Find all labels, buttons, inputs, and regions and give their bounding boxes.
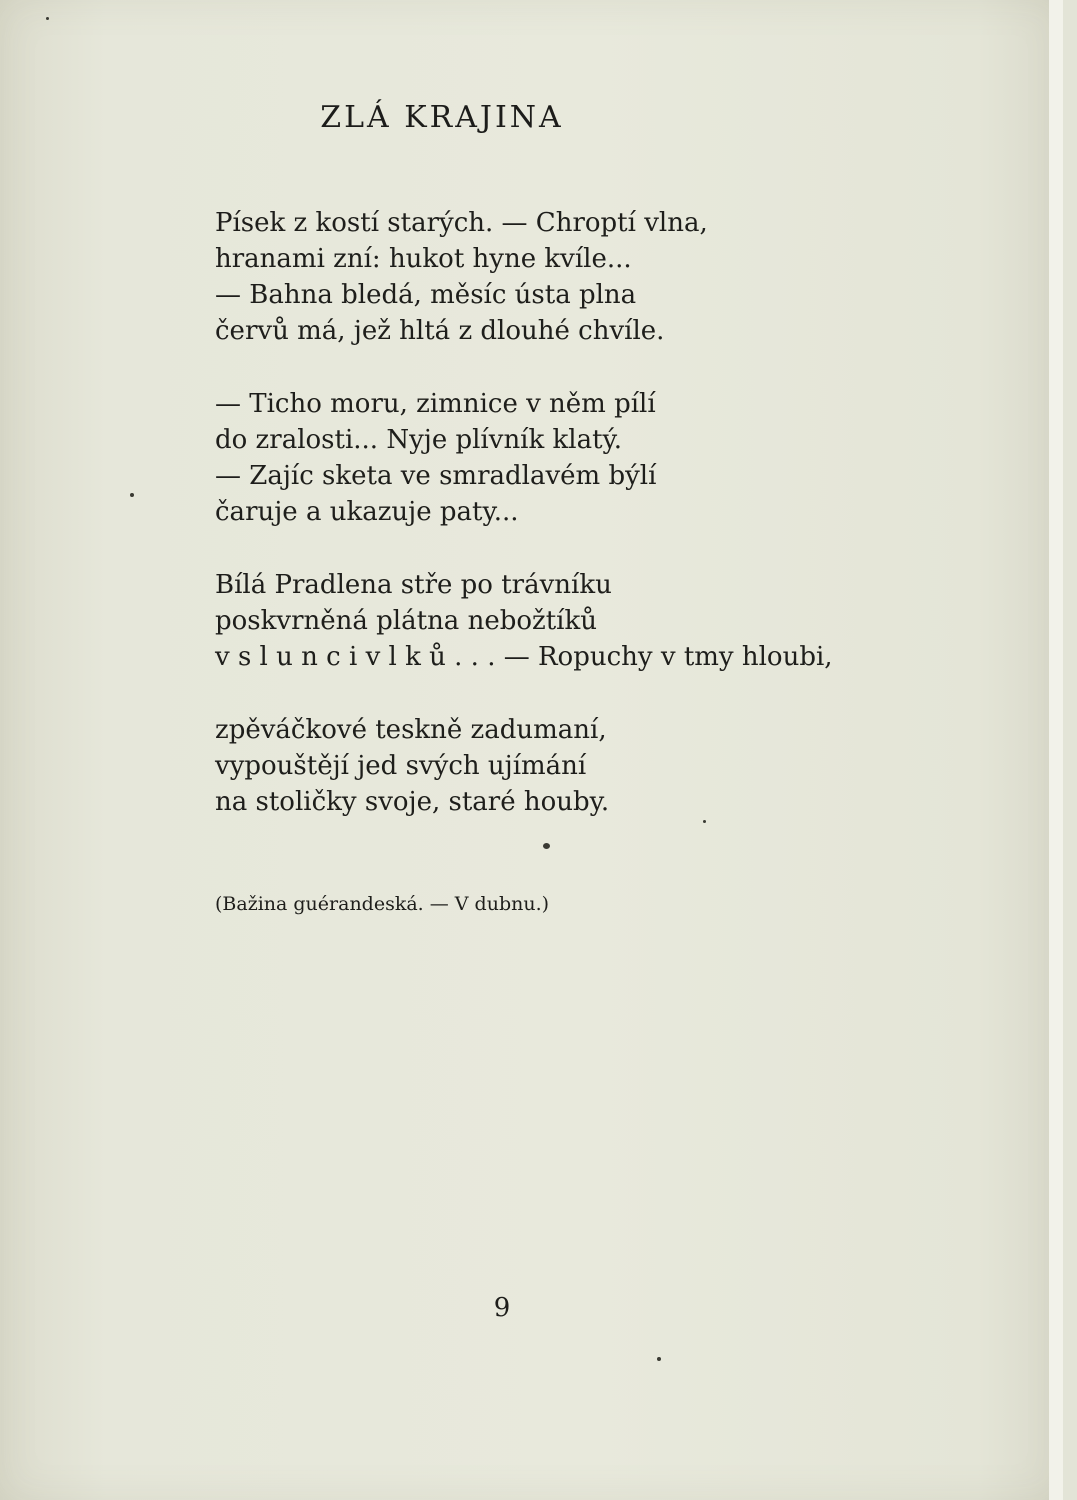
poem-line: do zralosti... Nyje plívník klatý. <box>215 425 623 455</box>
poem-line: hranami zní: hukot hyne kvíle... <box>215 244 632 274</box>
poem-line: Bílá Pradlena stře po trávníku <box>215 570 612 600</box>
stanza-4 <box>215 712 915 820</box>
poem-line: vypouštějí jed svých ujímání <box>215 751 587 781</box>
poem-line: — Ticho moru, zimnice v něm pílí <box>215 389 656 419</box>
poem-line: poskvrněná plátna nebožtíků <box>215 606 597 636</box>
poem-line: Písek z kostí starých. — Chroptí vlna, <box>215 208 708 238</box>
poem-line: na stoličky svoje, staré houby. <box>215 787 610 817</box>
poem-title: ZLÁ KRAJINA <box>320 100 564 135</box>
stanza-2 <box>215 386 915 530</box>
paper-speck <box>130 493 134 497</box>
page-number: 9 <box>493 1293 511 1323</box>
poem-note: (Bažina guérandeská. — V dubnu.) <box>215 893 550 915</box>
poem-line: v s l u n c i v l k ů . . . — Ropuchy v tmy hloubi, <box>215 642 833 672</box>
stanza-1 <box>215 205 915 349</box>
paper-speck <box>543 843 550 849</box>
page-edge <box>1049 0 1063 1500</box>
poem-line: — Zajíc sketa ve smradlavém býlí <box>215 461 657 491</box>
paper-speck <box>703 820 706 823</box>
stanza-3 <box>215 567 915 675</box>
poem-line: zpěváčkové teskně zadumaní, <box>215 715 607 745</box>
poem-line: — Bahna bledá, měsíc ústa plna <box>215 280 637 310</box>
paper-speck <box>657 1357 661 1361</box>
paper-speck <box>46 17 49 20</box>
poem-line: čaruje a ukazuje paty... <box>215 497 519 527</box>
poem-body <box>215 205 915 857</box>
poem-line: červů má, jež hltá z dlouhé chvíle. <box>215 316 665 346</box>
